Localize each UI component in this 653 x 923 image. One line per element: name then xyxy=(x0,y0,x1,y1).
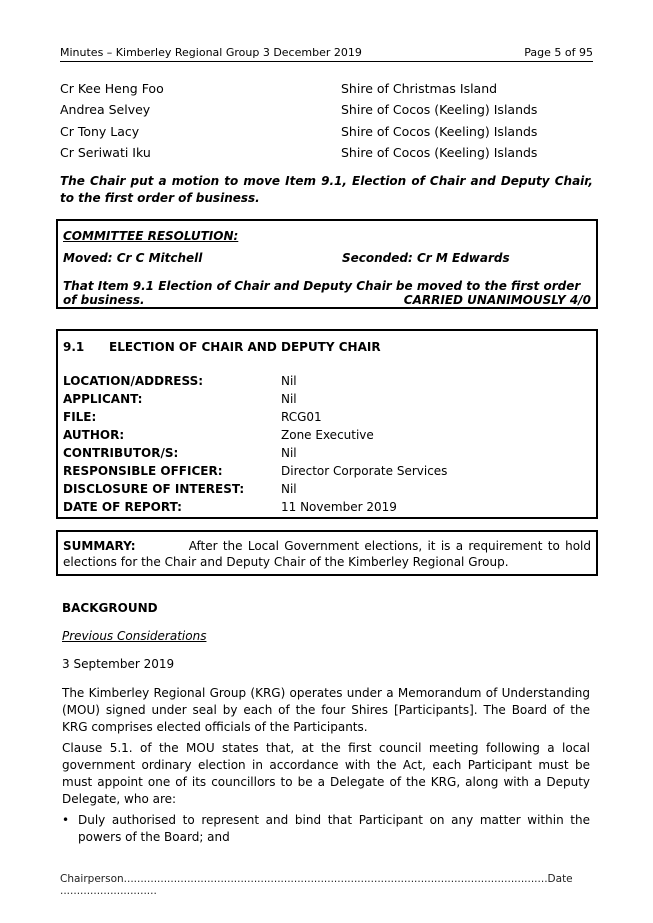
summary-box xyxy=(56,530,598,576)
item-detail-row xyxy=(63,500,583,518)
background-paragraph: Clause 5.1. of the MOU states that, at the first council meeting following a local government ordinary election in accordance with the Act, each Participant must be must appoint one of its councillors to be a Delegate of the KRG, along with a Deputy Delegate, who are: xyxy=(62,741,590,806)
list-item-text: Duly authorised to represent and bind that Participant on any matter within the powers of the Board; and xyxy=(78,813,590,844)
attendee-name: Andrea Selvey xyxy=(60,102,151,117)
detail-label: RESPONSIBLE OFFICER: xyxy=(63,464,223,478)
detail-label: LOCATION/ADDRESS: xyxy=(63,374,204,388)
chairperson-label: Chairperson xyxy=(60,873,124,885)
item-detail-row xyxy=(63,428,583,446)
detail-label: APPLICANT: xyxy=(63,392,143,406)
header-divider xyxy=(60,61,593,62)
chairperson-signature-line: ............................................................................................................................... xyxy=(123,873,548,885)
attendee-row xyxy=(60,124,593,145)
item-number: 9.1 xyxy=(63,340,85,354)
item-title xyxy=(63,340,381,354)
attendee-org: Shire of Cocos (Keeling) Islands xyxy=(341,145,538,160)
detail-value: 11 November 2019 xyxy=(281,500,397,514)
item-heading: ELECTION OF CHAIR AND DEPUTY CHAIR xyxy=(109,340,381,354)
summary-paragraph xyxy=(63,538,591,570)
detail-label: DISCLOSURE OF INTEREST: xyxy=(63,482,245,496)
date-signature-line: ............................. xyxy=(60,885,157,897)
bullet-icon: • xyxy=(62,813,70,827)
item-detail-row xyxy=(63,464,583,482)
attendee-org: Shire of Cocos (Keeling) Islands xyxy=(341,124,538,139)
detail-value: Nil xyxy=(281,392,297,406)
detail-label: DATE OF REPORT: xyxy=(63,500,182,514)
header-title: Minutes – Kimberley Regional Group 3 December 2019 xyxy=(60,46,362,59)
attendee-row xyxy=(60,102,593,123)
item-detail-row xyxy=(63,410,583,428)
item-detail-row xyxy=(63,374,583,392)
attendee-name: Cr Kee Heng Foo xyxy=(60,81,164,96)
attendee-org: Shire of Christmas Island xyxy=(341,81,498,96)
committee-resolution-box xyxy=(56,219,598,309)
detail-label: FILE: xyxy=(63,410,97,424)
detail-value: Zone Executive xyxy=(281,428,374,442)
detail-label: CONTRIBUTOR/S: xyxy=(63,446,179,460)
resolution-text: That Item 9.1 Election of Chair and Deputy Chair be moved to the first order of business. xyxy=(63,279,581,307)
attendee-org: Shire of Cocos (Keeling) Islands xyxy=(341,102,538,117)
detail-value: Nil xyxy=(281,446,297,460)
detail-value: Nil xyxy=(281,482,297,496)
attendee-name: Cr Seriwati Iku xyxy=(60,145,151,160)
attendee-name: Cr Tony Lacy xyxy=(60,124,140,139)
previous-considerations-heading: Previous Considerations xyxy=(62,629,207,643)
moved-by: Moved: Cr C Mitchell xyxy=(63,251,203,265)
attendee-row xyxy=(60,145,593,166)
page-number: Page 5 of 95 xyxy=(524,46,593,59)
consideration-date: 3 September 2019 xyxy=(62,657,175,671)
detail-value: RCG01 xyxy=(281,410,322,424)
item-detail-row xyxy=(63,446,583,464)
summary-text: After the Local Government elections, it is a requirement to hold elections for the Chair and Deputy Chair of the Kimberley Regional Group. xyxy=(63,539,591,569)
resolution-result: CARRIED UNANIMOUSLY 4/0 xyxy=(403,293,591,307)
chair-motion: The Chair put a motion to move Item 9.1, Election of Chair and Deputy Chair, to the first order of business. xyxy=(60,174,593,205)
agenda-item-box xyxy=(56,329,598,519)
signature-footer xyxy=(60,873,653,897)
item-detail-row xyxy=(63,392,583,410)
background-heading: BACKGROUND xyxy=(62,601,158,615)
attendee-row xyxy=(60,81,593,102)
resolution-heading: COMMITTEE RESOLUTION: xyxy=(63,229,239,243)
background-paragraph: The Kimberley Regional Group (KRG) operates under a Memorandum of Understanding (MOU) signed under seal by each of the four Shires [Participants]. The Board of the KRG comprises elected officials of the Participants. xyxy=(62,686,590,734)
detail-value: Director Corporate Services xyxy=(281,464,448,478)
detail-label: AUTHOR: xyxy=(63,428,125,442)
date-label: Date xyxy=(547,873,573,885)
seconded-by: Seconded: Cr M Edwards xyxy=(342,251,510,265)
item-detail-row xyxy=(63,482,583,500)
summary-label: SUMMARY: xyxy=(63,539,136,553)
detail-value: Nil xyxy=(281,374,297,388)
